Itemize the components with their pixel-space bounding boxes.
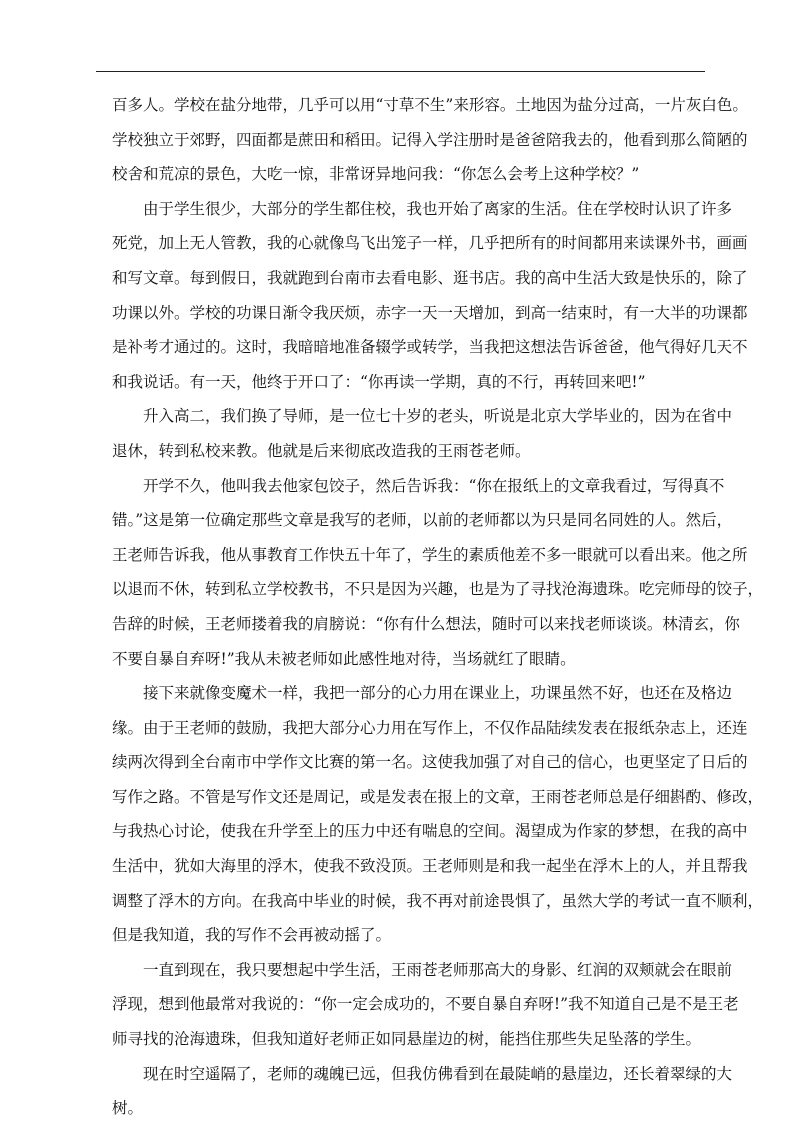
text-line: 不要自暴自弃呀!”我从未被老师如此感性地对待，当场就红了眼睛。 bbox=[112, 649, 576, 668]
text-line: 死党，加上无人管教，我的心就像鸟飞出笼子一样，几乎把所有的时间都用来读课外书，画画 bbox=[112, 234, 748, 253]
text-line: 师寻找的沧海遗珠，但我知道好老师正如同悬崖边的树，能挡住那些失足坠落的学生。 bbox=[112, 1030, 702, 1049]
text-line: 功课以外。学校的功课日渐令我厌烦，赤字一天一天增加，到高一结束时，有一大半的功课都 bbox=[112, 303, 748, 322]
header-rule bbox=[96, 71, 705, 72]
text-line: 树。 bbox=[112, 1099, 144, 1118]
paragraph-first-line: 接下来就像变魔术一样，我把一部分的心力用在课业上，功课虽然不好，也还在及格边 bbox=[143, 684, 733, 703]
text-line: 以退而不休，转到私立学校教书，不只是因为兴趣，也是为了寻找沧海遗珠。吃完师母的饺子， bbox=[112, 580, 764, 599]
text-line: 与我热心讨论，使我在升学至上的压力中还有喘息的空间。渴望成为作家的梦想，在我的高中 bbox=[112, 822, 748, 841]
document-body bbox=[112, 88, 764, 1126]
text-line: 续两次得到全台南市中学作文比赛的第一名。这使我加强了对自己的信心，也更坚定了日后的 bbox=[112, 753, 748, 772]
text-line: 是补考才通过的。这时，我暗暗地准备辍学或转学，当我把这想法告诉爸爸，他气得好几天不 bbox=[112, 338, 748, 357]
paragraph-first-line: 升入高二，我们换了导师，是一位七十岁的老头，听说是北京大学毕业的，因为在省中 bbox=[143, 407, 733, 426]
text-line: 调整了浮木的方向。在我高中毕业的时候，我不再对前途畏惧了，虽然大学的考试一直不顺利， bbox=[112, 891, 764, 910]
text-line: 缘。由于王老师的鼓励，我把大部分心力用在写作上，不仅作品陆续发表在报纸杂志上，还连 bbox=[112, 718, 748, 737]
text-line: 学校独立于郊野，四面都是蔗田和稻田。记得入学注册时是爸爸陪我去的，他看到那么简陋的 bbox=[112, 130, 748, 149]
text-line: 告辞的时候，王老师搂着我的肩膀说：“你有什么想法，随时可以来找老师谈谈。林清玄，你 bbox=[112, 614, 740, 633]
text-line: 浮现，想到他最常对我说的：“你一定会成功的，不要自暴自弃呀!”我不知道自己是不是王老 bbox=[112, 995, 739, 1014]
text-line: 校舍和荒凉的景色，大吃一惊，非常讶异地问我：“你怎么会考上这种学校？” bbox=[112, 165, 640, 184]
text-line: 错。”这是第一位确定那些文章是我写的老师，以前的老师都以为只是同名同姓的人。然后， bbox=[112, 511, 733, 530]
paragraph-first-line: 开学不久，他叫我去他家包饺子，然后告诉我：“你在报纸上的文章我看过，写得真不 bbox=[143, 476, 725, 495]
paragraph-first-line: 由于学生很少，大部分的学生都住校，我也开始了离家的生活。住在学校时认识了许多 bbox=[143, 199, 733, 218]
text-line: 生活中，犹如大海里的浮木，使我不致没顶。王老师则是和我一起坐在浮木上的人，并且帮我 bbox=[112, 857, 748, 876]
text-line: 和我说话。有一天，他终于开口了：“你再读一学期，真的不行，再转回来吧!” bbox=[112, 372, 646, 391]
text-line: 写作之路。不管是写作文还是周记，或是发表在报上的文章，王雨苍老师总是仔细斟酌、修改， bbox=[112, 787, 764, 806]
text-line: 但是我知道，我的写作不会再被动摇了。 bbox=[112, 926, 392, 945]
text-line: 王老师告诉我，他从事教育工作快五十年了，学生的素质他差不多一眼就可以看出来。他之所 bbox=[112, 545, 748, 564]
paragraph-first-line: 现在时空遥隔了，老师的魂魄已远，但我仿佛看到在最陡峭的悬崖边，还长着翠绿的大 bbox=[143, 1064, 733, 1083]
paragraph-first-line: 一直到现在，我只要想起中学生活，王雨苍老师那高大的身影、红润的双颊就会在眼前 bbox=[143, 960, 733, 979]
text-line: 和写文章。每到假日，我就跑到台南市去看电影、逛书店。我的高中生活大致是快乐的，除了 bbox=[112, 268, 748, 287]
text-line: 百多人。学校在盐分地带，几乎可以用“寸草不生”来形容。土地因为盐分过高，一片灰白色。 bbox=[112, 96, 748, 114]
text-line: 退休，转到私校来教。他就是后来彻底改造我的王雨苍老师。 bbox=[112, 441, 531, 460]
